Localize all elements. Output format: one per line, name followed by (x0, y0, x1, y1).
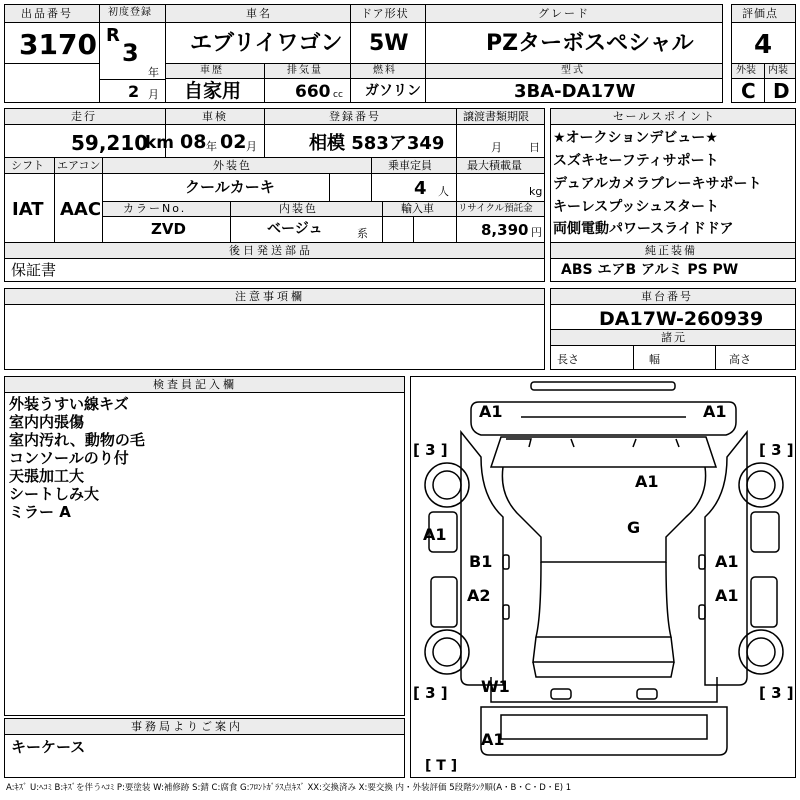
displacement-label: 排気量 (287, 65, 323, 76)
shift-box (4, 157, 55, 243)
fuel-value: ガソリン (365, 83, 421, 99)
exterior-box (731, 63, 765, 103)
inspector-label: 検査員記入欄 (153, 378, 237, 391)
grade-value: PZターボスペシャル (486, 31, 694, 56)
mark-a1-left: A1 (423, 525, 447, 544)
genuine-text: ABS エアB アルミ PS PW (561, 262, 739, 278)
first-reg-year: 3 (122, 39, 139, 67)
sales-point-item: 両側電動パワースライドドア (553, 221, 734, 237)
later-parts-text: 保証書 (11, 261, 57, 279)
plate-box (264, 108, 457, 158)
spare-tire: [ T ] (425, 758, 458, 774)
lot-box-lower (4, 63, 100, 103)
mileage-value: 59,210 (71, 131, 149, 155)
recycle-unit: 円 (531, 226, 542, 239)
first-reg-month: 2 (128, 82, 140, 101)
color-box (102, 157, 372, 202)
mileage-box (4, 108, 175, 158)
inspector-line: 室内内張傷 (9, 413, 85, 431)
era: R (106, 25, 120, 46)
car-name-box (165, 4, 351, 64)
inspection-month: 02 (220, 131, 247, 153)
mark-a1-right-1: A1 (715, 552, 739, 571)
notes-box (4, 288, 545, 370)
interior-value: D (773, 79, 790, 103)
mark-g: G (627, 518, 641, 537)
transfer-day: 日 (529, 141, 540, 154)
score-label: 評価点 (742, 7, 778, 20)
inspector-line: 外装うすい線キズ (9, 395, 129, 413)
history-box (165, 63, 265, 103)
specs-label: 諸元 (661, 331, 687, 344)
chassis-number: DA17W-260939 (599, 308, 764, 330)
office-text: キーケース (11, 738, 86, 756)
recycle-box (456, 201, 545, 243)
later-parts-box (4, 242, 545, 282)
import-box (382, 201, 457, 243)
tire-front-left: [ 3 ] (413, 441, 448, 459)
mileage-unit: km (145, 133, 175, 153)
lot-number: 3170 (19, 28, 97, 61)
capacity-value: 4 (414, 178, 427, 199)
ac-value: AAC (60, 199, 102, 220)
later-parts-label: 後日発送部品 (229, 244, 313, 257)
inspector-line: シートしみ大 (9, 485, 100, 503)
shift-value: IAT (12, 199, 44, 220)
sales-points-box (550, 108, 796, 244)
model-box (425, 63, 723, 103)
int-color-box (230, 201, 383, 243)
lot-label: 出品番号 (21, 7, 73, 20)
interior-box (764, 63, 796, 103)
import-label: 輸入車 (401, 202, 434, 215)
door-label: ドア形状 (361, 7, 409, 20)
history-value: 自家用 (184, 80, 242, 102)
inspection-year-unit: 年 (206, 140, 217, 153)
car-name: エブリイワゴン (190, 31, 343, 56)
tire-rear-right: [ 3 ] (759, 684, 794, 702)
plate-value: 相模 583ア349 (309, 133, 445, 154)
specs-box (550, 329, 796, 370)
plate-label: 登録番号 (329, 110, 381, 123)
displacement-box (264, 63, 351, 103)
inspector-line: 天張加工大 (9, 467, 85, 485)
car-outline-diagram (411, 377, 797, 779)
model-value: 3BA-DA17W (514, 81, 636, 102)
inspection-box (165, 108, 265, 158)
mileage-label: 走行 (71, 110, 97, 123)
color-no-box (102, 201, 231, 243)
capacity-box (371, 157, 457, 202)
car-diagram-box (410, 376, 796, 778)
fuel-label: 燃料 (373, 65, 397, 76)
office-label: 事務局よりご案内 (131, 720, 243, 733)
inspector-line: ミラー A (9, 503, 71, 521)
year-unit: 年 (148, 66, 159, 79)
inspector-line: 室内汚れ、動物の毛 (9, 431, 145, 449)
car-name-label: 車名 (246, 7, 272, 20)
exterior-label: 外装 (736, 65, 756, 76)
ac-box (54, 157, 103, 243)
history-label: 車歴 (200, 65, 224, 76)
notes-label: 注意事項欄 (235, 290, 305, 303)
color-no-label: カラーNo. (123, 202, 187, 215)
inspection-month-unit: 月 (246, 140, 257, 153)
mark-a1-right-2: A1 (715, 586, 739, 605)
office-box (4, 718, 405, 778)
int-color-label: 内装色 (279, 202, 318, 215)
sales-points-label: セールスポイント (613, 110, 717, 123)
inspection-year: 08 (180, 131, 207, 153)
mark-a1-top-right: A1 (703, 402, 727, 421)
recycle-label: リサイクル預託金 (458, 203, 533, 214)
door-value: 5W (369, 31, 409, 56)
recycle-value: 8,390 (481, 221, 529, 239)
color-label: 外装色 (213, 159, 252, 172)
lot-box (4, 4, 100, 64)
month-unit: 月 (148, 88, 159, 101)
height-label: 高さ (729, 353, 751, 366)
model-label: 型式 (561, 65, 585, 76)
inspection-label: 車検 (202, 110, 228, 123)
first-reg-label: 初度登録 (108, 7, 152, 18)
capacity-label: 乗車定員 (388, 159, 432, 172)
color-value: クールカーキ (185, 178, 275, 196)
mark-b1: B1 (469, 552, 493, 571)
mark-w1: W1 (481, 677, 510, 696)
sales-point-item: スズキセーフティサポート (553, 153, 719, 169)
color-no-value: ZVD (151, 220, 186, 238)
int-color-value: ベージュ (267, 221, 323, 237)
grade-label: グレード (538, 7, 590, 20)
max-load-box (456, 157, 545, 202)
grade-box (425, 4, 723, 64)
transfer-label: 譲渡書類期限 (463, 110, 529, 123)
transfer-month: 月 (491, 141, 502, 154)
width-label: 幅 (649, 353, 660, 366)
int-color-unit: 系 (357, 227, 368, 240)
legend-text: A:ｷｽﾞ U:ﾍｺﾐ B:ｷｽﾞを伴うﾍｺﾐ P:要塗装 W:補修跡 S:錆 C:腐食 G:ﾌﾛﾝﾄｶﾞﾗｽ点ｷｽﾞ XX:交換済み X:要交換 内・外装評価 5段階ﾗﾝｸ順(A・B・C・D・E) 1 (6, 783, 572, 793)
interior-label: 内装 (768, 65, 788, 76)
score-value: 4 (754, 30, 773, 60)
chassis-box (550, 288, 796, 330)
capacity-unit: 人 (438, 185, 449, 198)
transfer-box (456, 108, 545, 158)
sales-point-item: ★オークションデビュー★ (553, 130, 718, 146)
max-load-label: 最大積載量 (467, 159, 522, 172)
ac-label: エアコン (57, 159, 101, 172)
sales-point-item: キーレスプッシュスタート (553, 199, 720, 215)
score-box (731, 4, 796, 64)
inspector-line: コンソールのり付 (9, 449, 129, 467)
door-box (350, 4, 426, 64)
inspector-box (4, 376, 405, 716)
shift-label: シフト (11, 159, 44, 172)
max-load-unit: kg (529, 185, 543, 198)
mark-a2: A2 (467, 586, 491, 605)
exterior-value: C (741, 79, 756, 103)
sales-point-item: デュアルカメラブレーキサポート (553, 176, 762, 192)
length-label: 長さ (557, 353, 579, 366)
genuine-box (550, 242, 796, 282)
tire-rear-left: [ 3 ] (413, 684, 448, 702)
chassis-label: 車台番号 (641, 290, 693, 303)
mark-a1-top-left: A1 (479, 402, 503, 421)
fuel-box (350, 63, 426, 103)
displacement-value: 660 (295, 82, 331, 102)
mark-a1-bottom: A1 (481, 730, 505, 749)
displacement-unit: cc (333, 90, 343, 100)
genuine-label: 純正装備 (645, 244, 697, 257)
tire-front-right: [ 3 ] (759, 441, 794, 459)
mark-a1-hood: A1 (635, 472, 659, 491)
first-reg-box (99, 4, 166, 103)
